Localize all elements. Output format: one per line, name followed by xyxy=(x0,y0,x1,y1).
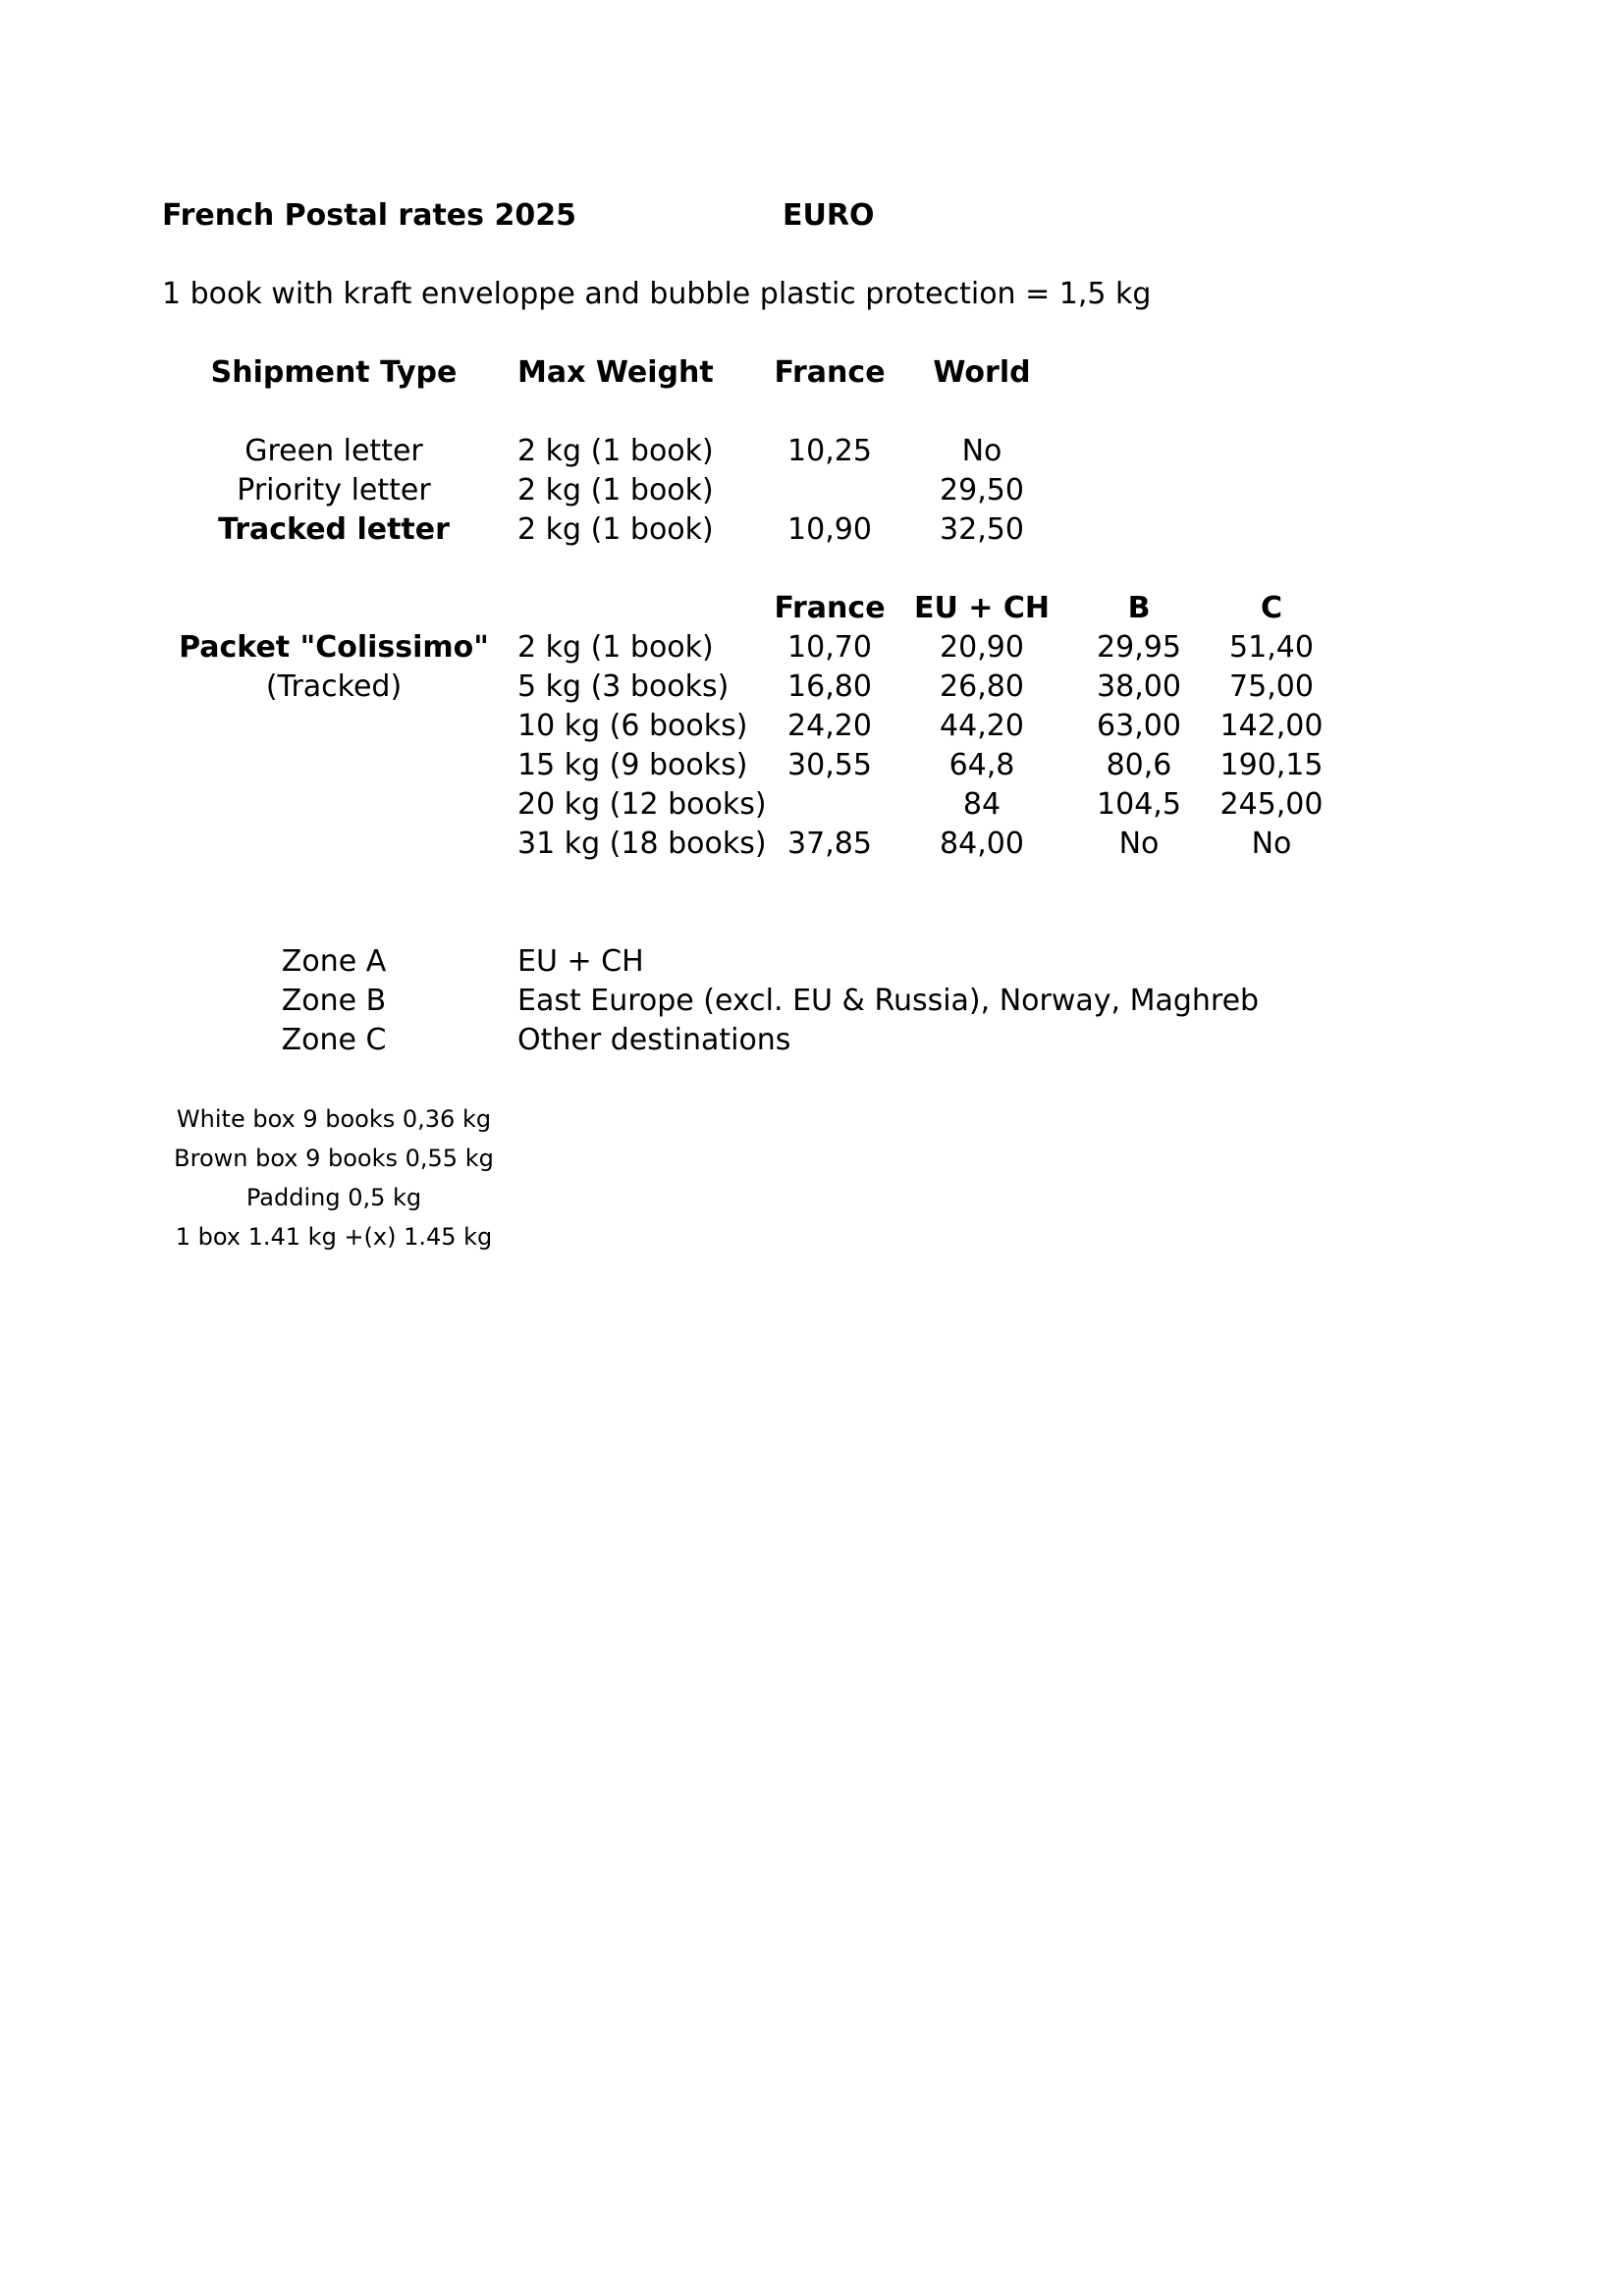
packet-b: 104,5 xyxy=(1097,787,1181,822)
packet-b: No xyxy=(1118,827,1160,861)
zone-desc: East Europe (excl. EU & Russia), Norway, Maghreb xyxy=(517,984,1260,1018)
weight-note: 1 book with kraft enveloppe and bubble plastic protection = 1,5 kg xyxy=(162,277,1152,311)
letter-world: 32,50 xyxy=(940,512,1024,547)
packet-header-eu: EU + CH xyxy=(913,591,1050,625)
packet-header-france: France xyxy=(774,591,886,625)
packet-b: 63,00 xyxy=(1097,709,1181,743)
packet-c: 142,00 xyxy=(1219,709,1324,743)
header-max-weight: Max Weight xyxy=(517,355,714,390)
packet-eu: 26,80 xyxy=(940,669,1024,704)
zone-name: Zone C xyxy=(281,1023,387,1057)
packet-header-b: B xyxy=(1127,591,1151,625)
packet-weight: 2 kg (1 book) xyxy=(517,630,714,665)
letter-world: 29,50 xyxy=(940,473,1024,507)
packet-eu: 44,20 xyxy=(940,709,1024,743)
packet-label: Packet "Colissimo" xyxy=(179,630,489,665)
packet-b: 38,00 xyxy=(1097,669,1181,704)
currency-label: EURO xyxy=(783,198,875,233)
letter-weight: 2 kg (1 book) xyxy=(517,434,714,468)
packet-c: No xyxy=(1251,827,1292,861)
box-note: Brown box 9 books 0,55 kg xyxy=(174,1145,494,1172)
packet-header-c: C xyxy=(1260,591,1283,625)
box-note: Padding 0,5 kg xyxy=(245,1184,422,1211)
header-shipment-type: Shipment Type xyxy=(210,355,458,390)
packet-france: 10,70 xyxy=(787,630,872,665)
packet-weight: 15 kg (9 books) xyxy=(517,748,748,782)
packet-france: 37,85 xyxy=(787,827,872,861)
packet-eu: 20,90 xyxy=(940,630,1024,665)
letter-france: 10,90 xyxy=(787,512,872,547)
packet-france: 24,20 xyxy=(787,709,872,743)
zone-desc: Other destinations xyxy=(517,1023,791,1057)
letter-type: Green letter xyxy=(244,434,423,468)
header-world: World xyxy=(933,355,1031,390)
box-note: White box 9 books 0,36 kg xyxy=(176,1105,492,1133)
letter-type: Priority letter xyxy=(237,473,431,507)
packet-c: 245,00 xyxy=(1219,787,1324,822)
packet-b: 29,95 xyxy=(1097,630,1181,665)
header-france: France xyxy=(774,355,886,390)
packet-weight: 5 kg (3 books) xyxy=(517,669,730,704)
zone-name: Zone B xyxy=(281,984,387,1018)
packet-eu: 84 xyxy=(962,787,1001,822)
packet-france: 16,80 xyxy=(787,669,872,704)
letter-weight: 2 kg (1 book) xyxy=(517,473,714,507)
packet-weight: 10 kg (6 books) xyxy=(517,709,748,743)
packet-eu: 84,00 xyxy=(940,827,1024,861)
packet-sublabel: (Tracked) xyxy=(265,669,403,704)
packet-weight: 31 kg (18 books) xyxy=(517,827,767,861)
letter-type: Tracked letter xyxy=(218,512,450,547)
packet-eu: 64,8 xyxy=(948,748,1015,782)
letter-world: No xyxy=(961,434,1002,468)
packet-b: 80,6 xyxy=(1106,748,1172,782)
letter-weight: 2 kg (1 book) xyxy=(517,512,714,547)
packet-france: 30,55 xyxy=(787,748,872,782)
box-note: 1 box 1.41 kg +(x) 1.45 kg xyxy=(175,1223,493,1251)
page-title: French Postal rates 2025 xyxy=(162,198,576,233)
packet-c: 190,15 xyxy=(1219,748,1324,782)
packet-weight: 20 kg (12 books) xyxy=(517,787,767,822)
zone-name: Zone A xyxy=(281,944,387,979)
packet-c: 51,40 xyxy=(1229,630,1314,665)
packet-c: 75,00 xyxy=(1229,669,1314,704)
zone-desc: EU + CH xyxy=(517,944,644,979)
letter-france: 10,25 xyxy=(787,434,872,468)
